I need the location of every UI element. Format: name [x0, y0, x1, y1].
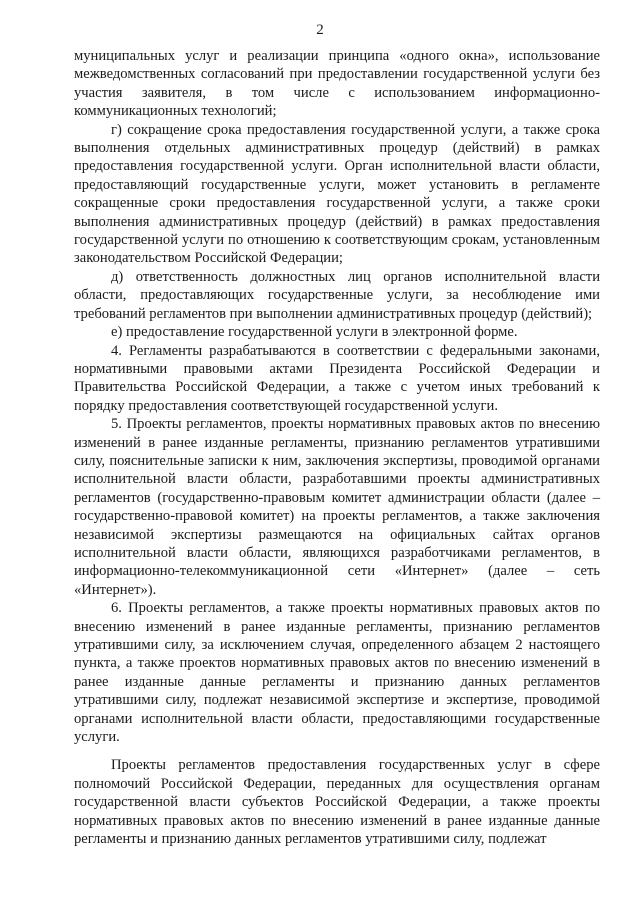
paragraph-item-e: е) предоставление государственной услуги в электронной форме.	[111, 324, 518, 341]
paragraph-item-d: д) ответственность должностных лиц органов исполнительной власти области, предоставляющих государственные услуги, за несоблюдение ими требований регламентов при выполнении административных процедур (действий);	[74, 268, 600, 322]
document-body	[74, 47, 600, 848]
page-number: 2	[316, 22, 324, 38]
paragraph-point-5: 5. Проекты регламентов, проекты нормативных правовых актов по внесению изменений в ранее изданные регламенты, признанию регламентов утратившими силу, пояснительные записки к ним, заключения экспертизы, проводимой органами исполнительной власти области, разработавшими проекты административных регламентов (государственно-правовым комитет администрации области (далее – государственно-правовой комитет) на проекты регламентов, а также заключения независимой экспертизы размещаются на официальных сайтах органов исполнительной власти области, являющихся разработчиками регламентов, в информационно-телекоммуникационной сети «Интернет» (далее – сеть «Интернет»).	[74, 416, 600, 598]
paragraph-continuation: муниципальных услуг и реализации принципа «одного окна», использование межведомственных согласований при предоставлении государственной услуги без участия заявителя, в том числе с использованием информационно-коммуникационных технологий;	[74, 48, 600, 120]
paragraph-point-4: 4. Регламенты разрабатываются в соответствии с федеральными законами, нормативными правовыми актами Президента Российской Федерации и Правительства Российской Федерации, а также с учетом иных требований к порядку предоставления соответствующей государственной услуги.	[74, 342, 600, 414]
paragraph-item-g: г) сокращение срока предоставления государственной услуги, а также срока выполнения отдельных административных процедур (действий) в рамках предоставления государственной услуги. Орган исполнительной власти области, предоставляющий государственные услуги, может установить в регламенте сокращенные сроки предоставления государственной услуги, а также сроки выполнения административных процедур (действий) в рамках предоставления государственной услуги по отношению к соответствующим срокам, установленным законодательством Российской Федерации;	[74, 121, 600, 267]
paragraph-point-6: 6. Проекты регламентов, а также проекты нормативных правовых актов по внесению изменений в ранее изданные регламенты, признанию регламентов утратившими силу, за исключением случая, определенного абзацем 2 настоящего пункта, а также проектов нормативных правовых актов по внесению изменений в ранее изданные данные регламенты и признанию данных регламентов утратившими силу, подлежат независимой экспертизе и экспертизе, проводимой органами исполнительной власти области, предоставляющими государственные услуги.	[74, 600, 600, 746]
paragraph-point-6-part-2: Проекты регламентов предоставления государственных услуг в сфере полномочий Российской Федерации, переданных для осуществления органам государственной власти субъектов Российской Федерации, а также проекты нормативных правовых актов по внесению изменений в ранее изданные данные регламенты и признанию данных регламентов утратившими силу, подлежат	[74, 757, 600, 848]
